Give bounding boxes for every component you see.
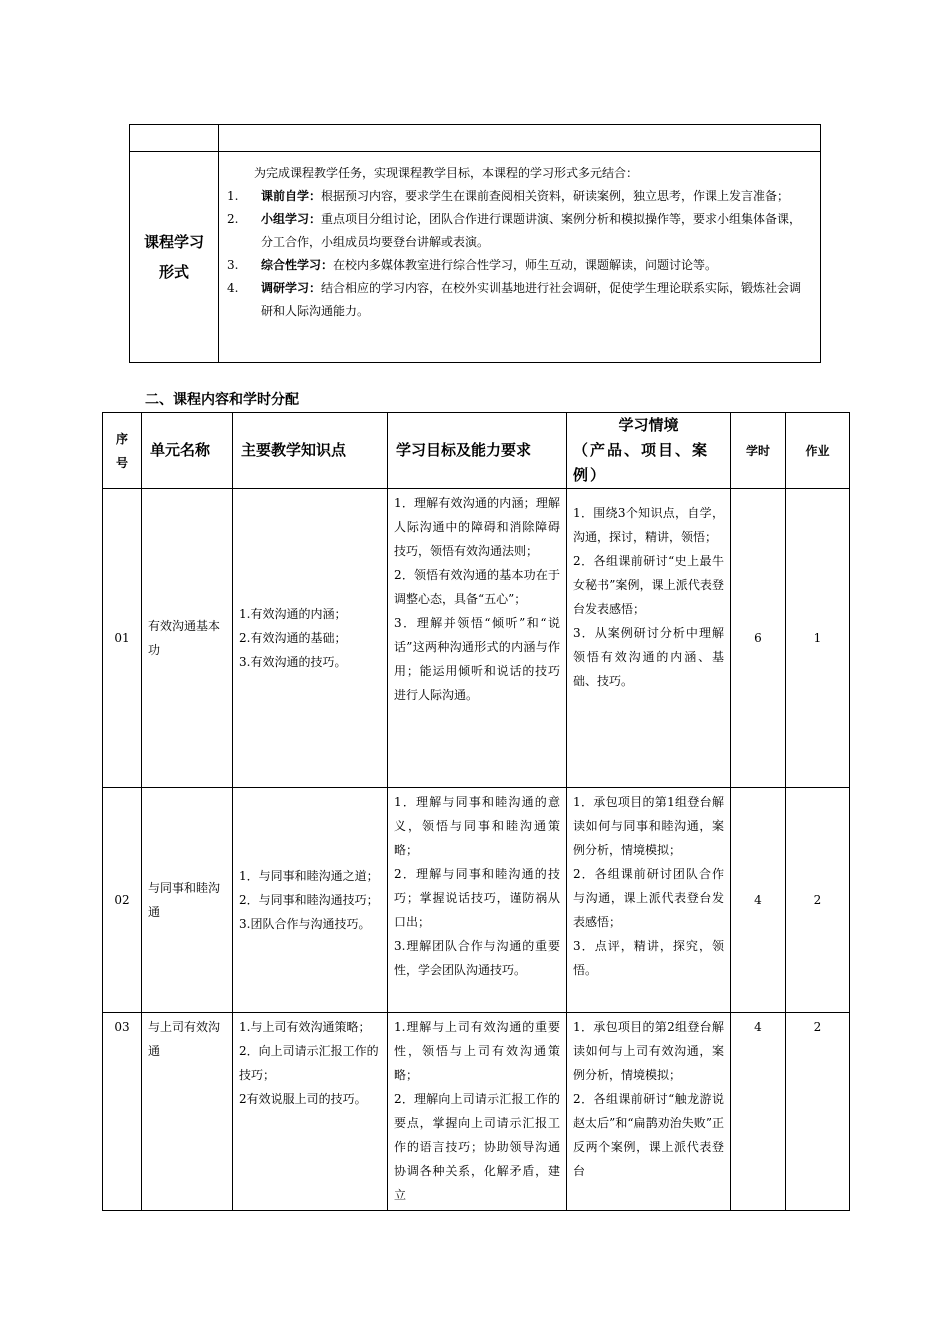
cell-goals [388,1013,567,1211]
header-hours: 学时 [731,413,786,489]
context-line: 3．从案例研讨分析中理解领悟有效沟通的内涵、基础、技巧。 [573,626,724,688]
goal-line: 3．理解并领悟“倾听”和“说话”这两种沟通形式的内涵与作用；能运用倾听和说话的技巧进行人际沟通。 [394,616,560,702]
goal-line: 1.理解与上司有效沟通的重要性，领悟与上司有效沟通策略； [394,1020,560,1082]
header-text: 序号 [115,431,128,470]
knowledge-line: 2．向上司请示汇报工作的技巧； [239,1044,379,1082]
cell-unit: 与上司有效沟通 [142,1013,233,1211]
cell-context [567,1013,731,1211]
intro-text: 为完成课程教学任务，实现课程教学目标，本课程的学习形式多元结合： [254,166,639,180]
knowledge-line: 2.有效沟通的基础； [239,631,347,645]
item-keyword: 调研学习： [261,281,322,295]
table-row [103,1013,850,1211]
cell-context [567,788,731,1013]
knowledge-line: 2有效说服上司的技巧。 [239,1092,367,1106]
context-clip [573,1015,724,1183]
goal-line: 2．领悟有效沟通的基本功在于调整心态，具备“五心”； [394,568,560,606]
table-row [103,788,850,1013]
knowledge-line: 1.有效沟通的内涵； [239,607,347,621]
knowledge-line: 3.有效沟通的技巧。 [239,655,347,669]
cell-goals [388,489,567,788]
item-text: 根据预习内容，要求学生在课前查阅相关资料，研读案例，独立思考，作课上发言准备； [321,189,790,203]
context-line: 1．承包项目的第1组登台解读如何与同事和睦沟通，案例分析，情境模拟； [573,795,724,857]
context-line: 3．点评，精讲，探究，领悟。 [573,939,724,977]
item-text: 重点项目分组讨论，团队合作进行课题讲演、案例分析和模拟操作等，要求小组集体备课，分工合作，小组成员均要登台讲解或表演。 [261,212,802,249]
context-line: 2．各组课前研讨团队合作与沟通，课上派代表登台发表感悟； [573,867,724,929]
cell-knowledge [233,489,388,788]
label-text: 课程学习形式 [144,233,205,281]
item-keyword: 小组学习： [261,212,322,226]
item-text: 结合相应的学习内容，在校外实训基地进行社会调研，促使学生理论联系实际，锻炼社会调研和人际沟通能力。 [261,281,802,318]
knowledge-line: 1．与同事和睦沟通之道； [239,869,379,883]
empty-cell [130,125,219,152]
table-row [130,152,821,363]
learning-form-content [219,152,821,363]
item-number: 2. [227,212,239,226]
goals-clip [394,1015,560,1207]
cell-goals [388,788,567,1013]
header-context-line2: （产品、项目、案例） [573,441,710,484]
header-row [103,413,850,489]
knowledge-line: 1.与上司有效沟通策略； [239,1020,371,1034]
list-item [219,185,810,208]
header-unit: 单元名称 [142,413,233,489]
learning-form-list [219,185,820,329]
cell-hours: 4 [731,1013,786,1211]
item-keyword: 综合性学习： [261,258,334,272]
context-line: 2．各组课前研讨“触龙游说赵太后”和“扁鹊劝治失败”正反两个案例，课上派代表登台 [573,1092,724,1178]
header-knowledge: 主要教学知识点 [233,413,388,489]
header-context [567,413,731,489]
knowledge-line: 3.团队合作与沟通技巧。 [239,917,371,931]
empty-cell [219,125,821,152]
cell-unit: 与同事和睦沟通 [142,788,233,1013]
cell-context [567,489,731,788]
cell-knowledge [233,1013,388,1211]
goal-line: 3.理解团队合作与沟通的重要性，学会团队沟通技巧。 [394,939,560,977]
context-line: 1．承包项目的第2组登台解读如何与上司有效沟通，案例分析，情境模拟； [573,1020,724,1082]
cell-homework: 2 [786,788,850,1013]
course-content-table [102,412,850,1211]
goal-line: 1．理解有效沟通的内涵；理解人际沟通中的障碍和消除障碍技巧，领悟有效沟通法则； [394,496,560,558]
cell-unit: 有效沟通基本功 [142,489,233,788]
list-item [219,254,810,277]
item-number: 4. [227,281,239,295]
knowledge-line: 2．与同事和睦沟通技巧； [239,893,379,907]
item-text: 在校内多媒体教室进行综合性学习，师生互动，课题解读，问题讨论等。 [333,258,718,272]
cell-homework: 2 [786,1013,850,1211]
table-row [130,125,821,152]
goal-line: 2．理解与同事和睦沟通的技巧；掌握说话技巧，谨防祸从口出； [394,867,560,929]
goal-line: 2．理解向上司请示汇报工作的要点，掌握向上司请示汇报工作的语言技巧；协助领导沟通协调各种关系，化解矛盾，建立 [394,1092,560,1202]
cell-seq: 03 [103,1013,142,1211]
goal-line: 1．理解与同事和睦沟通的意义，领悟与同事和睦沟通策略； [394,795,560,857]
header-goals: 学习目标及能力要求 [388,413,567,489]
list-item [219,208,810,254]
table-row [103,489,850,788]
cell-seq: 01 [103,489,142,788]
item-number: 1. [227,189,239,203]
context-line: 1．围绕3个知识点，自学，沟通，探讨，精讲，领悟； [573,506,724,544]
section-heading: 二、课程内容和学时分配 [145,392,299,408]
cell-hours: 4 [731,788,786,1013]
item-number: 3. [227,258,239,272]
learning-form-label [130,152,219,363]
header-context-line1: 学习情境 [618,416,679,434]
cell-hours: 6 [731,489,786,788]
cell-homework: 1 [786,489,850,788]
cell-knowledge [233,788,388,1013]
list-item [219,277,810,323]
item-keyword: 课前自学： [261,189,322,203]
header-homework: 作业 [786,413,850,489]
learning-form-table [129,124,821,363]
context-line: 2．各组课前研讨“史上最牛女秘书”案例，课上派代表登台发表感悟； [573,554,724,616]
header-seq [103,413,142,489]
cell-seq: 02 [103,788,142,1013]
